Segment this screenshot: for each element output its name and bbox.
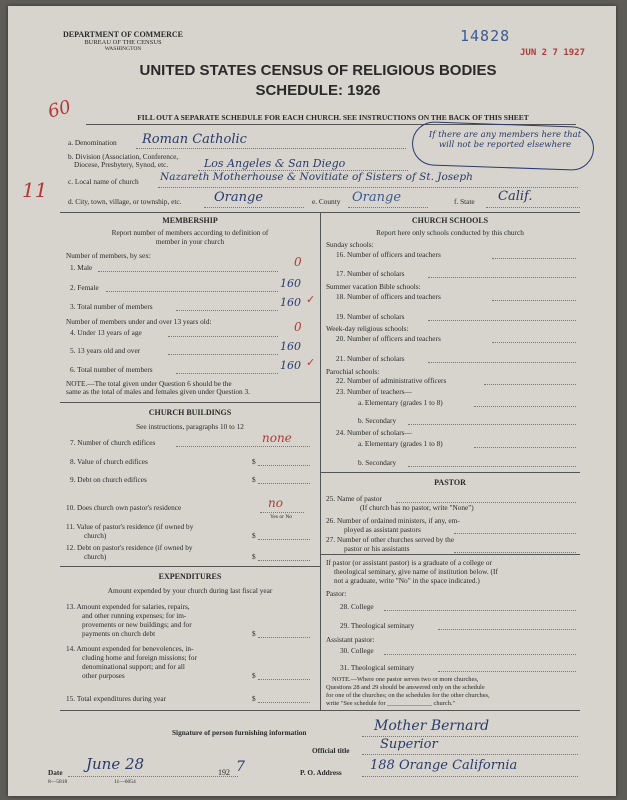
q7-value[interactable]: none [262, 431, 292, 445]
census-schedule-sheet [8, 6, 616, 796]
q5-value[interactable]: 160 [280, 340, 301, 353]
q22-label: 22. Number of administrative officers [336, 376, 447, 385]
assistant-pastor-label: Assistant pastor: [326, 635, 375, 644]
q24a-label: a. Elementary (grades 1 to 8) [358, 439, 443, 448]
q11-label-2: church) [84, 531, 107, 540]
q1-label: 1. Male [70, 263, 93, 272]
yes-no-hint: Yes or No [270, 514, 293, 520]
q15-dollar: $ [252, 694, 256, 703]
buildings-heading: CHURCH BUILDINGS [148, 408, 232, 417]
pastor-sub-label: Pastor: [326, 589, 347, 598]
division-value[interactable]: Los Angeles & San Diego [204, 157, 346, 170]
q7-label: 7. Number of church edifices [70, 438, 156, 447]
q5-label: 5. 13 years old and over [70, 346, 141, 355]
q23b-label: b. Secondary [358, 416, 397, 425]
q14-label-2: cluding home and foreign missions; for [82, 653, 197, 662]
q29-label: 29. Theological seminary [340, 621, 415, 630]
signature-value[interactable]: Mother Bernard [374, 718, 490, 734]
page-subtitle: SCHEDULE: 1926 [255, 82, 381, 99]
city-name: WASHINGTON [104, 46, 142, 52]
q25-label: 25. Name of pastor [326, 494, 382, 503]
sunday-schools-label: Sunday schools: [326, 240, 374, 249]
handwritten-note: If there are any members here that will not be reported elsewhere [428, 130, 582, 150]
graduate-note-3: not a graduate, write "No" in the space indicated.) [334, 576, 480, 585]
q2-value[interactable]: 160 [280, 277, 301, 290]
q18-label: 18. Number of officers and teachers [336, 292, 441, 301]
q16-label: 16. Number of officers and teachers [336, 250, 441, 259]
q10-label: 10. Does church own pastor's residence [66, 503, 182, 512]
pastor-note-4: write "See schedule for ______________ church." [326, 700, 456, 707]
parochial-schools-label: Parochial schools: [326, 367, 380, 376]
city-value[interactable]: Orange [214, 190, 264, 205]
received-stamp: JUN 2 7 1927 [520, 48, 586, 58]
q30-label: 30. College [340, 646, 374, 655]
q3-value[interactable]: 160 [280, 296, 301, 309]
graduate-note-1: If pastor (or assistant pastor) is a graduate of a college or [326, 558, 492, 567]
q14-label-3: denominational support; and for all [82, 662, 185, 671]
q10-value[interactable]: no [268, 496, 283, 510]
schools-intro: Report here only schools conducted by this church [376, 228, 524, 237]
q8-label: 8. Value of church edifices [70, 457, 148, 466]
q13-label-4: payments on church debt [82, 629, 156, 638]
q4-label: 4. Under 13 years of age [70, 328, 142, 337]
weekday-schools-label: Week-day religious schools: [326, 324, 409, 333]
q13-label-1: 13. Amount expended for salaries, repairs, [66, 602, 190, 611]
membership-note-2: same as the total of males and females given under Question 3. [66, 387, 250, 396]
pastor-note-3: for one of the churches; on the schedules for the other churches, [326, 692, 490, 699]
q13-dollar: $ [252, 629, 256, 638]
q6-value[interactable]: 160 [280, 359, 301, 372]
graduate-note-2: theological seminary, give name of institution below. (If [334, 567, 498, 576]
q11-dollar: $ [252, 531, 256, 540]
q23a-label: a. Elementary (grades 1 to 8) [358, 398, 443, 407]
q26-label-2: ployed as assistant pastors [344, 525, 421, 534]
buildings-intro: See instructions, paragraphs 10 to 12 [136, 422, 244, 431]
q19-label: 19. Number of scholars [336, 312, 405, 321]
year-value[interactable]: 7 [236, 759, 245, 775]
q3-label: 3. Total number of members [70, 302, 153, 311]
pastor-heading: PASTOR [434, 478, 466, 487]
check-mark-icon: ✓ [306, 294, 316, 306]
denomination-label: a. Denomination [68, 138, 117, 147]
q24b-label: b. Secondary [358, 458, 397, 467]
q14-dollar: $ [252, 671, 256, 680]
margin-mark-side: 11 [22, 178, 48, 202]
q2-label: 2. Female [70, 283, 99, 292]
membership-heading: MEMBERSHIP [162, 216, 218, 225]
q24-label: 24. Number of scholars— [336, 428, 412, 437]
q25-hint: (If church has no pastor, write "None") [360, 503, 474, 512]
form-number: 8—5818 [48, 779, 68, 785]
q11-label-1: 11. Value of pastor's residence (if owned by [66, 522, 194, 531]
q8-dollar: $ [252, 457, 256, 466]
year-prefix: 192 [218, 768, 230, 777]
page-title: UNITED STATES CENSUS OF RELIGIOUS BODIES [139, 62, 497, 79]
q28-label: 28. College [340, 602, 374, 611]
print-number: 11—6054 [114, 779, 136, 785]
q9-dollar: $ [252, 475, 256, 484]
state-value[interactable]: Calif. [498, 189, 533, 204]
q31-label: 31. Theological seminary [340, 663, 415, 672]
q27-label-2: pastor or his assistants [344, 544, 410, 553]
division-label-2: Diocese, Presbytery, Synod, etc. [74, 160, 169, 169]
date-value[interactable]: June 28 [86, 755, 145, 773]
q14-label-4: other purposes [82, 671, 125, 680]
local-name-label: c. Local name of church [68, 177, 139, 186]
members-by-sex-label: Number of members, by sex: [66, 251, 151, 260]
q1-value[interactable]: 0 [294, 255, 302, 269]
county-value[interactable]: Orange [352, 190, 402, 205]
q15-label: 15. Total expenditures during year [66, 694, 167, 703]
members-by-age-label: Number of members under and over 13 years old: [66, 317, 212, 326]
instruction-line: FILL OUT A SEPARATE SCHEDULE FOR EACH CHURCH. SEE INSTRUCTIONS ON THE BACK OF THIS SHEET [137, 113, 529, 122]
state-label: f. State [454, 197, 475, 206]
po-address-label: P. O. Address [300, 768, 342, 777]
dept-name: DEPARTMENT OF COMMERCE [62, 30, 183, 39]
membership-intro-2: member in your church [155, 237, 225, 246]
check-mark-icon: ✓ [306, 357, 316, 369]
q4-value[interactable]: 0 [294, 320, 302, 334]
official-title-label: Official title [312, 746, 350, 755]
q21-label: 21. Number of scholars [336, 354, 405, 363]
po-address-value[interactable]: 188 Orange California [370, 758, 518, 773]
q6-label: 6. Total number of members [70, 365, 153, 374]
denomination-value[interactable]: Roman Catholic [142, 132, 247, 147]
q26-label-1: 26. Number of ordained ministers, if any, em- [326, 516, 460, 525]
serial-number: 14828 [460, 27, 511, 45]
q12-label-2: church) [84, 552, 107, 561]
q13-label-3: provements or new buildings; and for [82, 620, 192, 629]
summer-schools-label: Summer vacation Bible schools: [326, 282, 421, 291]
q13-label-2: and other running expenses; for im- [82, 611, 187, 620]
membership-intro-1: Report number of members according to definition of [111, 228, 269, 237]
q12-dollar: $ [252, 552, 256, 561]
signature-label: Signature of person furnishing information [172, 728, 307, 737]
city-label: d. City, town, village, or township, etc. [68, 197, 182, 206]
q23-label: 23. Number of teachers— [336, 387, 412, 396]
q20-label: 20. Number of officers and teachers [336, 334, 441, 343]
official-title-value[interactable]: Superior [380, 737, 438, 752]
bureau-name: BUREAU OF THE CENSUS [84, 39, 162, 46]
division-label-1: b. Division (Association, Conference, [68, 152, 179, 161]
schools-heading: CHURCH SCHOOLS [411, 216, 489, 225]
q9-label: 9. Debt on church edifices [70, 475, 147, 484]
q17-label: 17. Number of scholars [336, 269, 405, 278]
local-name-value[interactable]: Nazareth Motherhouse & Novitiate of Sisters of St. Joseph [160, 171, 473, 183]
date-label: Date [48, 768, 63, 777]
pastor-note-1: NOTE.—Where one pastor serves two or more churches, [332, 676, 479, 683]
q14-label-1: 14. Amount expended for benevolences, in- [66, 644, 194, 653]
q12-label-1: 12. Debt on pastor's residence (if owned by [66, 543, 193, 552]
expenditures-intro: Amount expended by your church during last fiscal year [107, 586, 273, 595]
county-label: e. County [312, 197, 341, 206]
q27-label-1: 27. Number of other churches served by the [326, 535, 455, 544]
pastor-note-2: Questions 28 and 29 should be answered only on the schedule [326, 684, 485, 691]
margin-mark-top: 60 [45, 96, 74, 123]
expenditures-heading: EXPENDITURES [158, 572, 222, 581]
membership-note-1: NOTE.—The total given under Question 6 should be the [66, 379, 232, 388]
